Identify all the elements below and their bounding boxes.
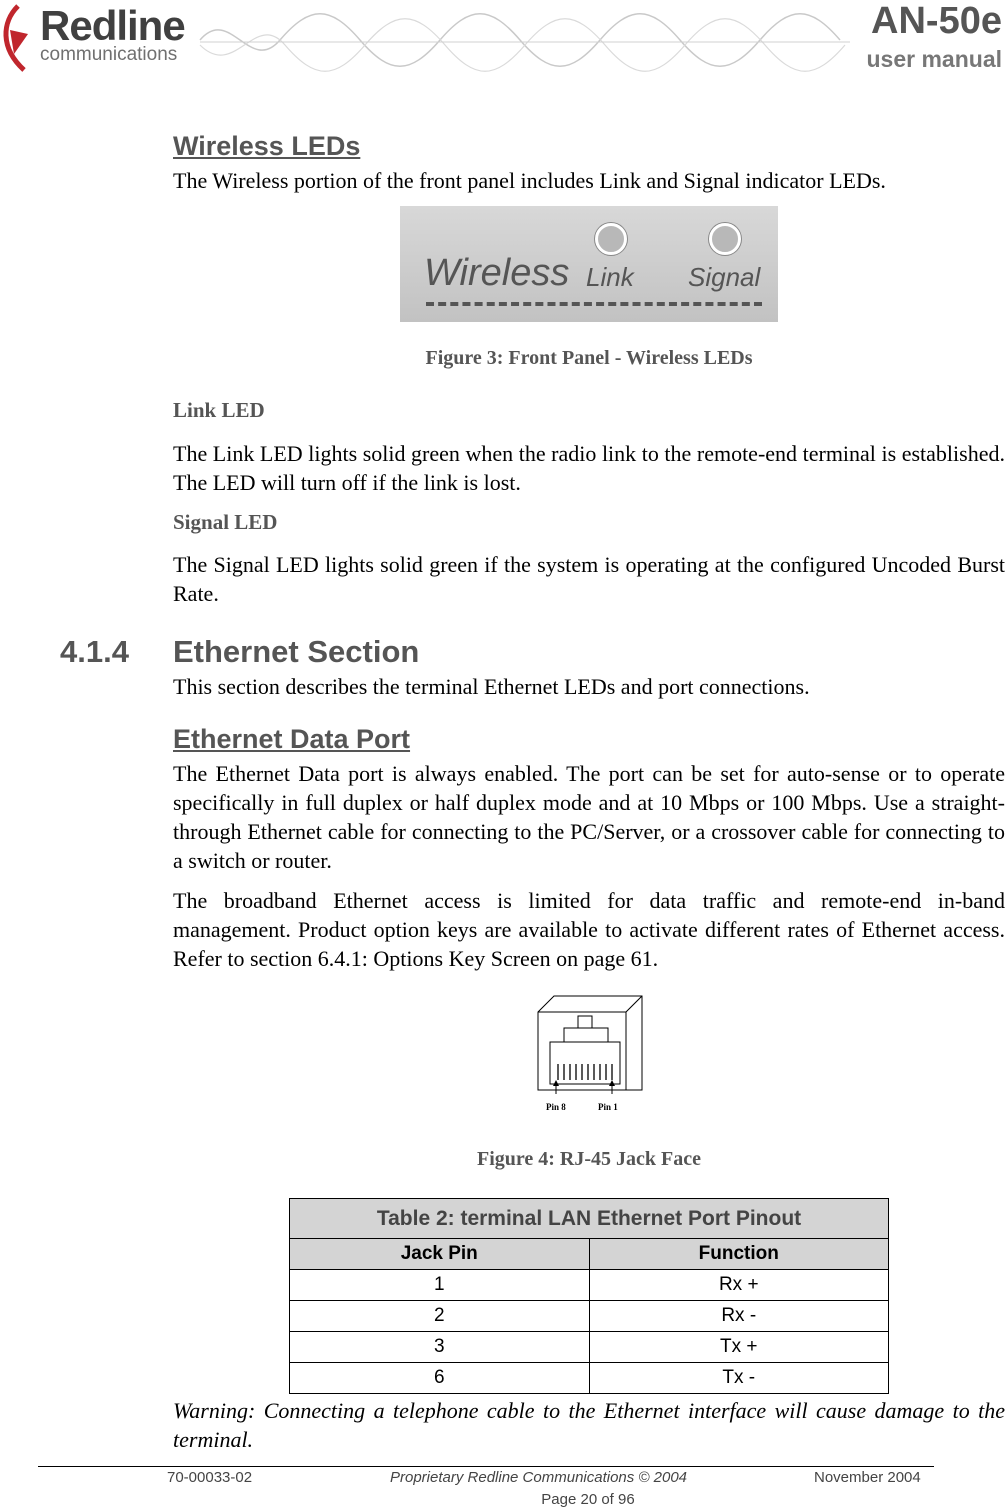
link-led-text: The Link LED lights solid green when the radio link to the remote-end terminal is established. The LED will turn off if the link is lost. — [173, 441, 1005, 495]
cell-jack-pin: 3 — [290, 1332, 590, 1363]
footer-doc-number: 70-00033-02 — [167, 1469, 253, 1486]
jack-label-pin8: Pin 8 — [546, 1102, 566, 1112]
figure-4-caption: Figure 4: RJ-45 Jack Face — [476, 1148, 702, 1170]
cell-function: Rx - — [589, 1301, 889, 1332]
wireless-leds-heading: Wireless LEDs — [173, 131, 361, 161]
rj45-jack-figure — [536, 994, 646, 1114]
ethernet-port-para1: The Ethernet Data port is always enabled. The port can be set for auto-sense or to operate specifically in full duplex or half duplex mode and at 10 Mbps or 100 Mbps. Use a straight-through Ethernet cable for connecting to the PC/Server, or a crossover cable for connecting to a switch or router. — [173, 761, 1005, 873]
table-row — [290, 1301, 889, 1332]
link-led-heading: Link LED — [173, 398, 265, 422]
cell-function: Tx + — [589, 1332, 889, 1363]
wireless-panel-figure — [400, 206, 778, 322]
panel-label-signal: Signal — [688, 262, 761, 292]
cell-jack-pin: 1 — [290, 1270, 590, 1301]
cell-function: Rx + — [589, 1270, 889, 1301]
cell-function: Tx - — [589, 1363, 889, 1394]
panel-label-wireless: Wireless — [424, 252, 570, 294]
footer-date: November 2004 — [814, 1469, 921, 1486]
logo-subtitle: communications — [40, 44, 178, 65]
figure-3-caption: Figure 3: Front Panel - Wireless LEDs — [425, 347, 753, 369]
link-led-icon — [595, 223, 627, 255]
pinout-table — [289, 1198, 889, 1394]
logo-wordmark: Redline — [40, 2, 185, 49]
signal-led-heading: Signal LED — [173, 510, 278, 534]
cell-jack-pin: 6 — [290, 1363, 590, 1394]
table-row — [290, 1270, 889, 1301]
document-title: AN-50e — [871, 0, 1002, 42]
footer-divider — [38, 1466, 934, 1467]
wireless-leds-intro: The Wireless portion of the front panel includes Link and Signal indicator LEDs. — [173, 168, 886, 193]
table-caption: Table 2: terminal LAN Ethernet Port Pinout — [290, 1199, 889, 1239]
footer-page-number: Page 20 of 96 — [541, 1491, 635, 1508]
table-row — [290, 1332, 889, 1363]
section-intro: This section describes the terminal Ethernet LEDs and port connections. — [173, 674, 810, 699]
column-header-function: Function — [589, 1239, 889, 1270]
panel-label-link: Link — [586, 262, 634, 292]
header — [0, 0, 1008, 90]
jack-label-pin1: Pin 1 — [598, 1102, 618, 1112]
footer-copyright: Proprietary Redline Communications © 2004 — [390, 1469, 688, 1486]
cell-jack-pin: 2 — [290, 1301, 590, 1332]
section-title: Ethernet Section — [173, 634, 420, 669]
panel-dashed-line — [426, 302, 762, 306]
rj45-jack-drawing — [536, 994, 646, 1094]
ethernet-port-para2: The broadband Ethernet access is limited for data traffic and remote-end in-band management. Product option keys are available to activate different rates of Ethernet access. Refer to section 6.4.1: Options Key Screen on page 61. — [173, 888, 1005, 971]
table-row — [290, 1363, 889, 1394]
ethernet-port-heading: Ethernet Data Port — [173, 724, 411, 754]
section-number: 4.1.4 — [60, 634, 129, 669]
column-header-jack-pin: Jack Pin — [290, 1239, 590, 1270]
warning-text: Warning: Connecting a telephone cable to the Ethernet interface will cause damage to the terminal. — [173, 1398, 1005, 1452]
document-subtitle: user manual — [866, 46, 1002, 72]
signal-led-icon — [709, 223, 741, 255]
signal-led-text: The Signal LED lights solid green if the system is operating at the configured Uncoded Burst Rate. — [173, 552, 1005, 606]
